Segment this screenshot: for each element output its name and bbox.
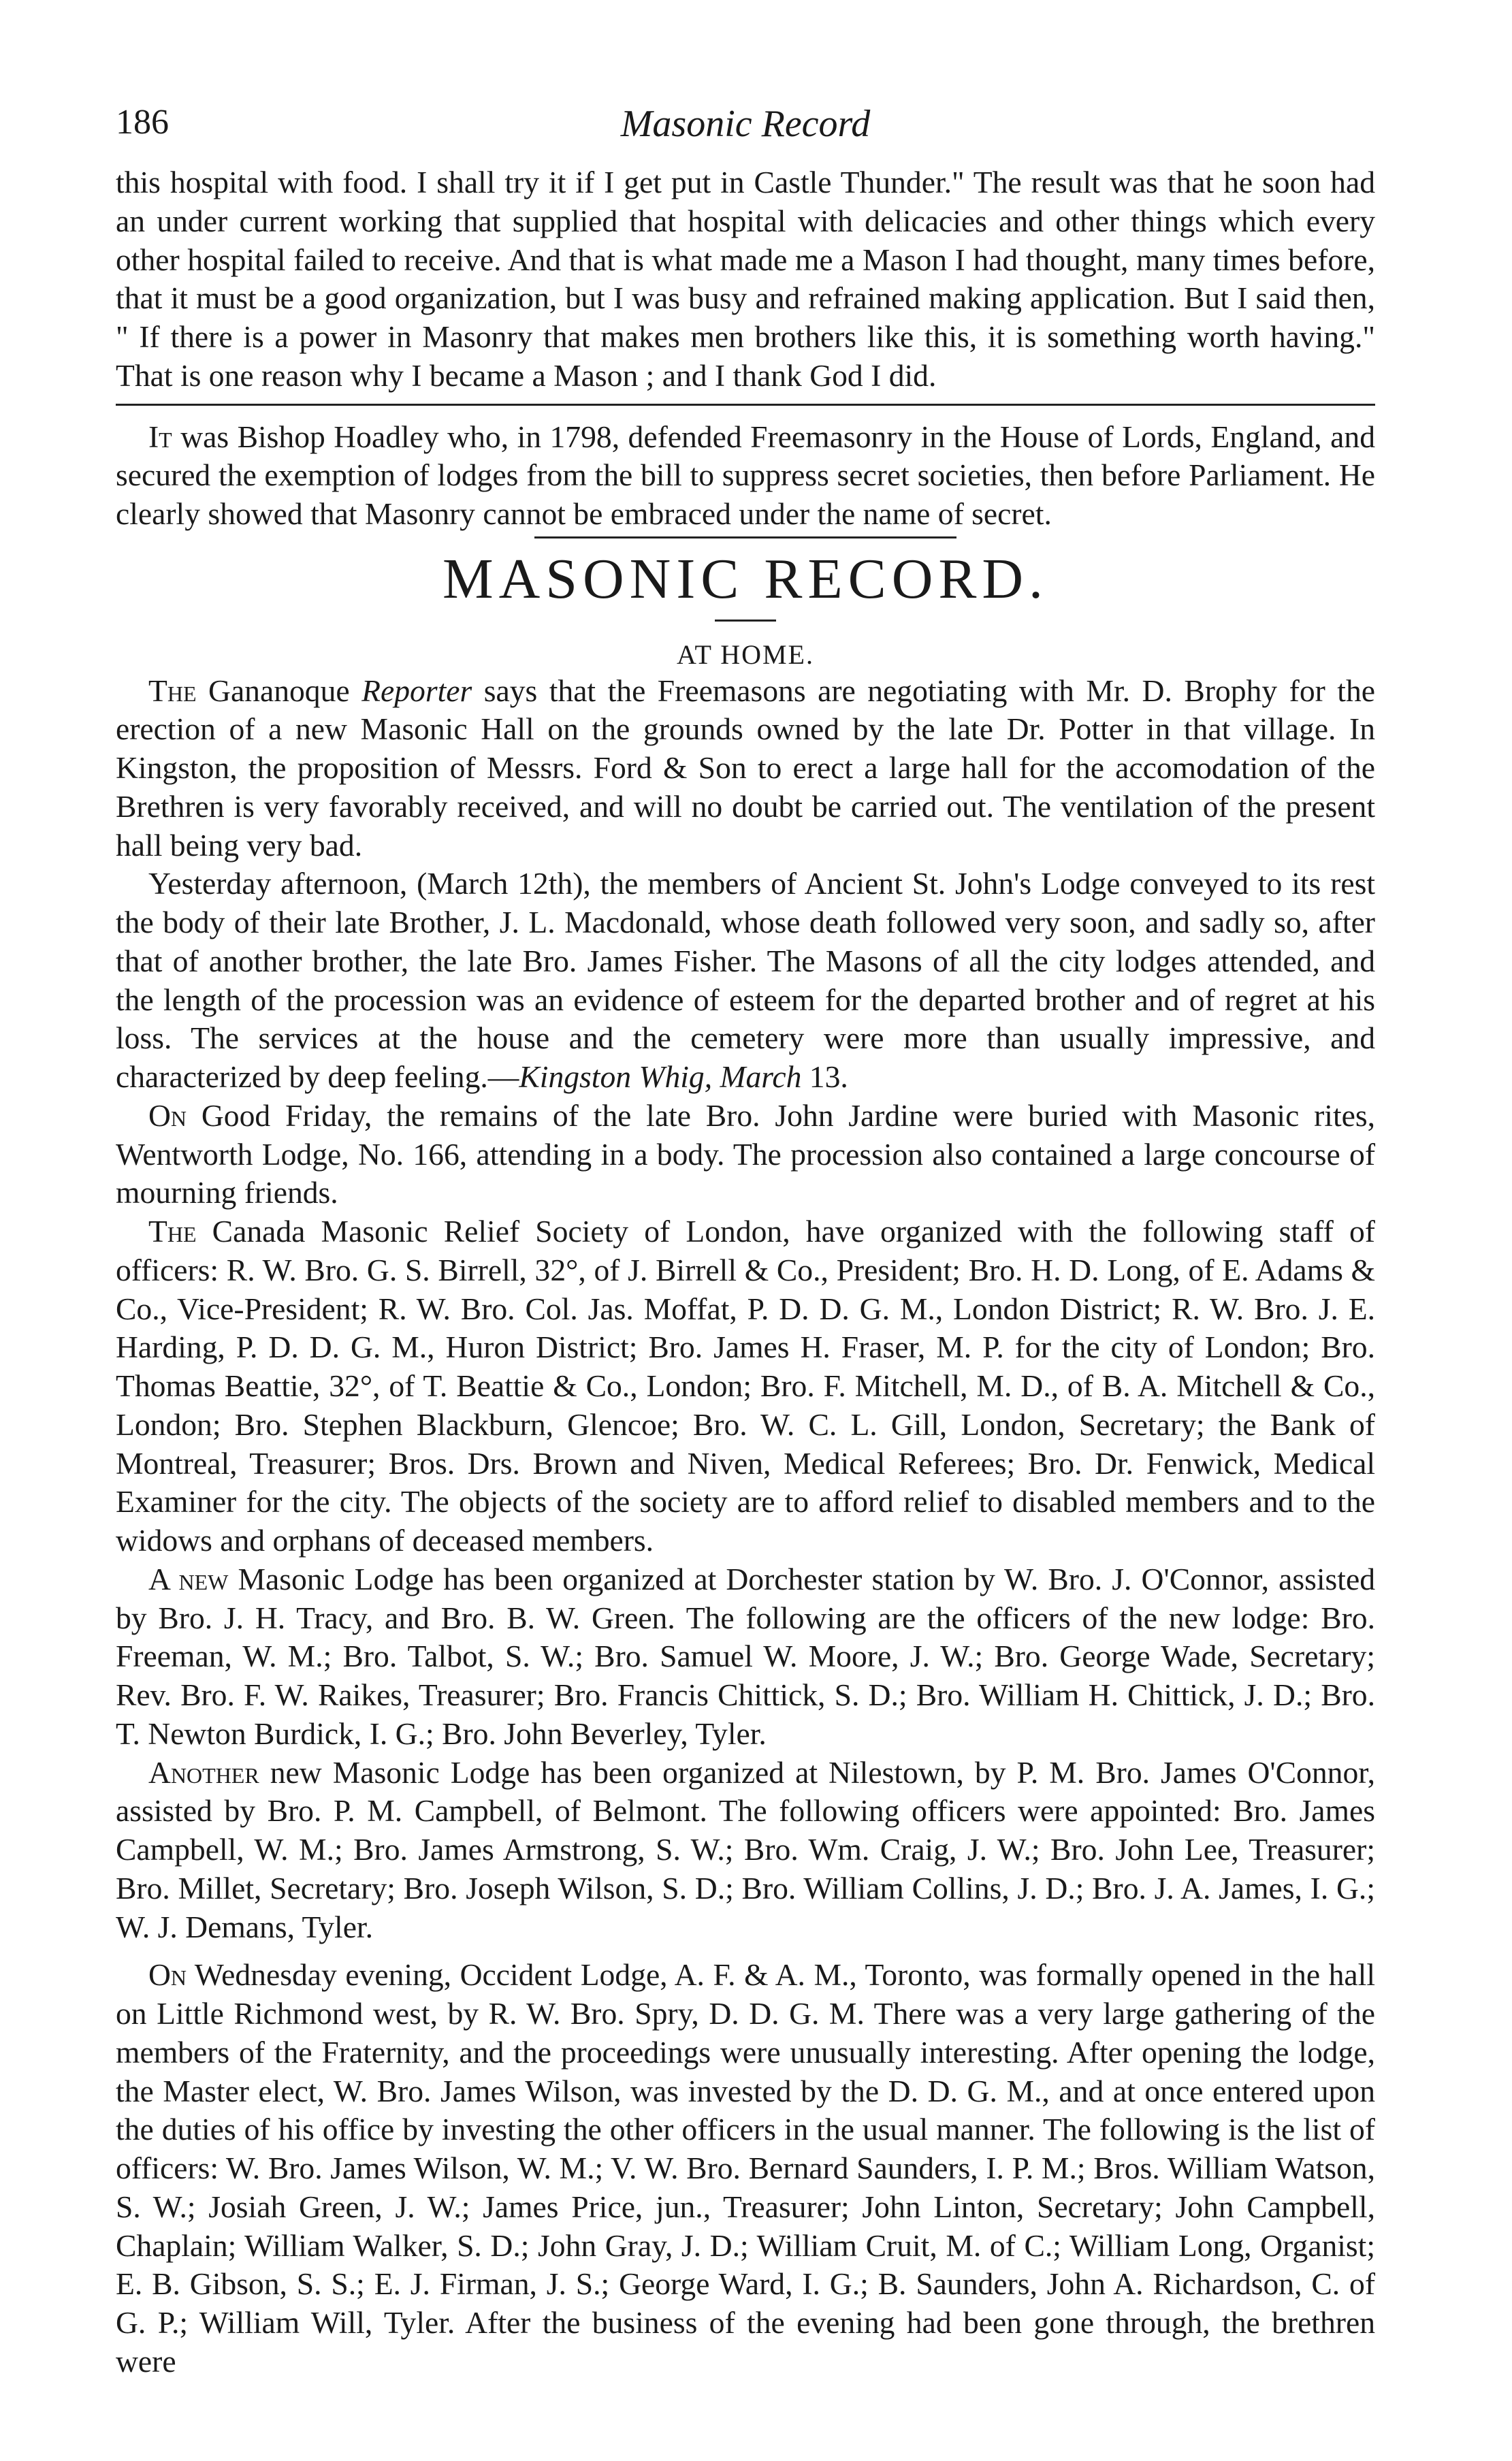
paragraph-text: Yesterday afternoon, (March 12th), the members of Ancient St. John's Lodge conveyed to its rest the body of their late Brother, J. L. Macdonald, whose death followed very soon, and sadly so, after that of another brother, the late Bro. James Fisher. The Masons of all the city lodges attended, and the length of the procession was an evidence of esteem for the departed brother and of regret at his loss. The services at the house and the cemetery were more than usually impressive, and characterized by deep feeling.— <box>116 866 1375 1095</box>
newspaper-name: Reporter <box>361 673 472 708</box>
intro-paragraph-continued: this hospital with food. I shall try it if I get put in Castle Thunder." The result was that he soon had an under current working that supplied that hospital with delicacies and other things which every other hospital failed to receive. And that is what made me a Mason I had thought, many times before, that it must be a good organization, but I was busy and refrained making application. But I said then, " If there is a power in Masonry that makes men brothers like this, it is something worth having." That is one reason why I became a Mason ; and I thank God I did. <box>116 165 1375 393</box>
item-gananoque <box>116 672 1375 865</box>
item-occident-lodge <box>116 1956 1375 2381</box>
lead-word: The <box>148 673 197 708</box>
item-ancient-st-johns <box>116 865 1375 1097</box>
paragraph-text: Masonic Lodge has been organized at Dorchester station by W. Bro. J. O'Connor, assisted by Bro. J. H. Tracy, and Bro. B. W. Green. The following are the officers of the new lodge: Bro. Freeman, W. M.; Bro. Talbot, S. W.; Bro. Samuel W. Moore, J. W.; Bro. George Wade, Secretary; Rev. Bro. F. W. Raikes, Treasurer; Bro. Francis Chittick, S. D.; Bro. William H. Chittick, J. D.; Bro. T. Newton Burdick, I. G.; Bro. John Beverley, Tyler. <box>116 1561 1376 1751</box>
paragraph-text: Good Friday, the remains of the late Bro. John Jardine were buried with Masonic rites, Wentworth Lodge, No. 166, attending in a body. The procession also contained a large concourse of mourning friends. <box>116 1097 1375 1210</box>
intro-paragraph-hoadley <box>116 418 1375 534</box>
paragraph-text: Wednesday evening, Occident Lodge, A. F. & A. M., Toronto, was formally opened in the hall on Little Richmond west, by R. W. Bro. Spry, D. D. G. M. There was a very large gathering of the members of the Fraternity, and the proceedings were unusually interesting. After opening the lodge, the Master elect, W. Bro. James Wilson, was invested by the D. D. G. M., and at once entered upon the duties of his office by investing the other officers in the usual manner. The following is the list of officers: W. Bro. James Wilson, W. M.; V. W. Bro. Bernard Saunders, I. P. M.; Bros. William Watson, S. W.; Josiah Green, J. W.; James Price, jun., Treasurer; John Linton, Secretary; John Campbell, Chaplain; William Walker, S. D.; John Gray, J. D.; William Cruit, M. of C.; William Long, Organist; E. B. Gibson, S. S.; E. J. Firman, J. S.; George Ward, I. G.; B. Saunders, John A. Richardson, C. of G. P.; William Will, Tyler. After the business of the evening had been gone through, the brethren were <box>116 1957 1375 2379</box>
paragraph-text: new Masonic Lodge has been organized at Nilestown, by P. M. Bro. James O'Connor, assisted by Bro. P. M. Campbell, of Belmont. The following officers were appointed: Bro. James Campbell, W. M.; Bro. James Armstrong, S. W.; Bro. Wm. Craig, J. W.; Bro. John Lee, Treasurer; Bro. Millet, Secretary; Bro. Joseph Wilson, S. D.; Bro. William Collins, J. D.; Bro. J. A. James, I. G.; W. J. Demans, Tyler. <box>116 1754 1375 1944</box>
lead-word: Another <box>148 1754 259 1790</box>
page-number: 186 <box>116 103 169 142</box>
item-dorchester-lodge <box>116 1560 1375 1754</box>
item-good-friday <box>116 1097 1375 1212</box>
paragraph-text: says that the Freemasons are negotiating with Mr. D. Brophy for the erection of a new Masonic Hall on the grounds owned by the late Dr. Potter in that village. In Kingston, the proposition of Messrs. Ford & Son to erect a large hall for the accomodation of the Brethren is very favorably received, and will no doubt be carried out. The ventilation of the present hall being very bad. <box>116 673 1375 863</box>
item-relief-society <box>116 1212 1375 1560</box>
section-title: MASONIC RECORD. <box>442 547 1049 611</box>
running-head <box>116 102 1375 163</box>
paragraph-text: Canada Masonic Relief Society of London, have organized with the following staff of officers: R. W. Bro. G. S. Birrell, 32°, of J. Birrell & Co., President; Bro. H. D. Long, of E. Adams & Co., Vice-President; R. W. Bro. Col. Jas. Moffat, P. D. D. G. M., London District; R. W. Bro. J. E. Harding, P. D. D. G. M., Huron District; Bro. James H. Fraser, M. P. for the city of London; Bro. Thomas Beattie, 32°, of T. Beattie & Co., London; Bro. F. Mitchell, M. D., of B. A. Mitchell & Co., London; Bro. Stephen Blackburn, Glencoe; Bro. W. C. L. Gill, London, Secretary; the Bank of Montreal, Treasurer; Bros. Drs. Brown and Niven, Medical Referees; Bro. Dr. Fenwick, Medical Examiner for the city. The objects of the society are to afford relief to disabled members and to the widows and orphans of deceased members. <box>116 1214 1375 1558</box>
section-subtitle: AT HOME. <box>677 639 814 670</box>
lead-word: The <box>148 1214 197 1249</box>
paragraph-text: Gananoque <box>196 673 362 708</box>
paragraph-text: was Bishop Hoadley who, in 1798, defended Freemasonry in the House of Lords, England, and secured the exemption of lodges from the bill to suppress secret societies, then before Parliament. He clearly showed that Masonry cannot be embraced under the name of secret. <box>116 419 1375 531</box>
citation-source: Kingston Whig, March <box>519 1059 802 1095</box>
short-divider-rule <box>534 536 956 538</box>
citation-date: 13. <box>801 1059 848 1095</box>
section-divider-rule <box>116 404 1375 406</box>
page <box>116 102 1375 2381</box>
lead-word: On <box>148 1097 187 1133</box>
lead-word: It <box>148 419 172 454</box>
lead-word: A new <box>148 1561 229 1596</box>
title-divider-rule <box>715 620 776 622</box>
item-nilestown-lodge <box>116 1754 1375 1947</box>
journal-title: Masonic Record <box>620 103 871 145</box>
lead-word: On <box>148 1957 187 1993</box>
